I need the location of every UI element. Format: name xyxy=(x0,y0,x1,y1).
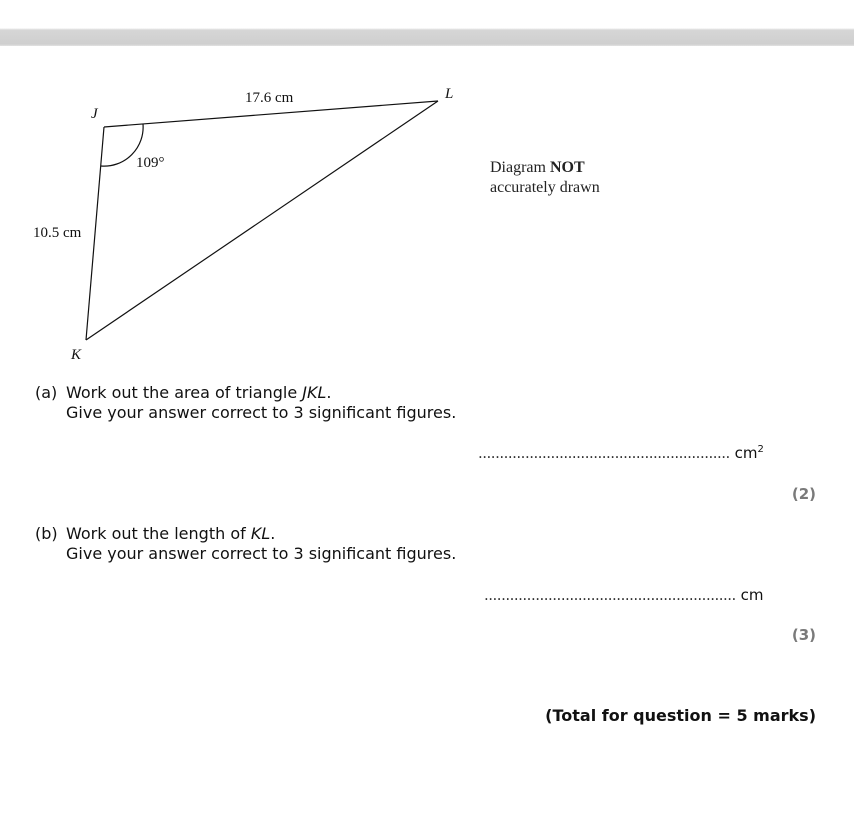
part-b-line1-prefix: Work out the length of xyxy=(66,524,251,543)
part-b-letter: (b) xyxy=(35,524,58,543)
triangle-diagram xyxy=(0,46,854,376)
answer-line-a[interactable] xyxy=(478,444,764,462)
part-a-line1-suffix: . xyxy=(326,383,332,402)
note-bold: NOT xyxy=(549,159,585,176)
part-b-line1-italic: KL xyxy=(250,524,271,543)
answer-unit-b: cm xyxy=(740,586,764,604)
part-a-line1-italic: JKL xyxy=(302,383,327,402)
diagram-note xyxy=(490,158,600,198)
answer-unit-a: cm xyxy=(734,444,758,462)
part-a-line2: Give your answer correct to 3 significant figures. xyxy=(66,403,457,422)
viewer-toolbar-strip xyxy=(0,0,854,46)
part-a-line1-prefix: Work out the area of triangle xyxy=(66,383,303,402)
side-label-jl: 17.6 cm xyxy=(245,90,294,106)
marks-a: (2) xyxy=(791,485,816,503)
side-jk xyxy=(86,127,104,340)
answer-dots-b: ........................................................... xyxy=(484,586,736,604)
question-part-a xyxy=(35,383,456,423)
vertex-label-l: L xyxy=(445,86,454,102)
part-a-letter: (a) xyxy=(35,383,58,402)
part-b-line2: Give your answer correct to 3 significant figures. xyxy=(66,544,457,563)
question-part-b xyxy=(35,524,456,564)
side-label-jk: 10.5 cm xyxy=(33,225,82,241)
answer-unit-power-a: 2 xyxy=(757,444,764,455)
answer-line-b[interactable] xyxy=(484,586,763,604)
vertex-label-k: K xyxy=(71,347,82,363)
side-kl xyxy=(86,101,438,340)
note-line-2: accurately drawn xyxy=(490,179,600,196)
part-b-line1-suffix: . xyxy=(270,524,276,543)
marks-b: (3) xyxy=(791,626,816,644)
total-marks: (Total for question = 5 marks) xyxy=(545,706,816,725)
note-prefix: Diagram xyxy=(490,159,550,176)
vertex-label-j: J xyxy=(91,106,98,122)
answer-dots-a: ........................................................... xyxy=(478,444,730,462)
angle-label-j: 109° xyxy=(136,155,165,171)
